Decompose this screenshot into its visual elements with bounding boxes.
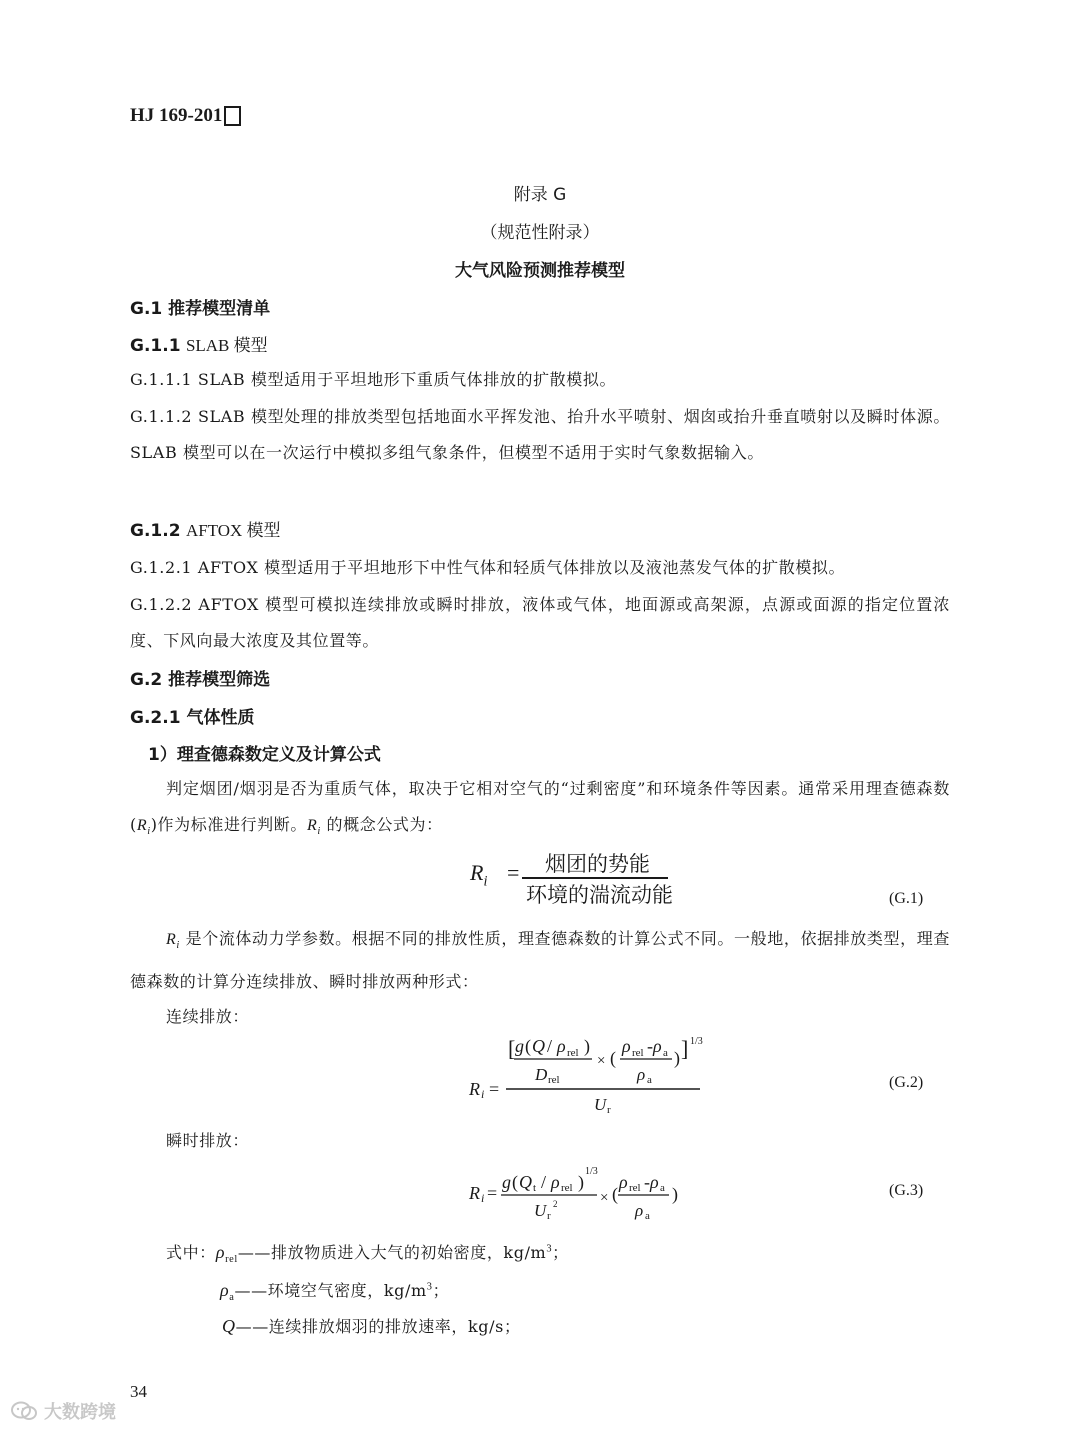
g1-equals: = [506,860,520,885]
def2-rho: ρ [220,1280,230,1300]
g3-paren2-close: ) [672,1184,678,1204]
g11-name: SLAB 模型 [185,336,268,355]
g3-slash: / [541,1172,547,1192]
standard-code-text: HJ 169-201 [130,105,223,126]
g3-U: U [534,1201,547,1220]
g2-D-rel: rel [548,1074,560,1086]
g2-times: × [597,1053,606,1069]
g2-exponent: 1/3 [690,1036,703,1047]
g3-U-sub: r [547,1210,551,1222]
g2-minus: - [647,1036,653,1056]
def1-text: ——排放物质进入大气的初始密度，kg/m [237,1243,547,1262]
g2-paren2-open: ( [610,1048,616,1068]
paragraph-g121: G.1.2.1 AFTOX 模型适用于平坦地形下中性气体和轻质气体排放以及液池蒸发气体的扩散模拟。 [130,558,846,577]
g2-rho3-a: a [663,1047,668,1059]
g3-paren-open: ( [512,1172,518,1192]
g2-equals: = [489,1079,500,1099]
section-g2-heading: G.2 推荐模型筛选 [130,670,271,690]
g2-rel: rel [567,1047,579,1059]
g3-g: g [502,1172,511,1192]
g2-U: U [594,1095,607,1114]
g2-slash: / [547,1036,553,1056]
g3-U-sq: 2 [553,1199,558,1209]
equation-number-g2: (G.2) [889,1074,924,1091]
g2-U-sub: r [607,1104,611,1114]
section-g1-heading: G.1 推荐模型清单 [130,299,271,319]
g3-Q-sub: t [533,1182,537,1194]
paragraph-g122: G.1.2.2 AFTOX 模型可模拟连续排放或瞬时排放，液体或气体，地面源或高架源，点源或面源的指定位置浓度、下风向最大浓度及其位置等。 [130,595,950,650]
instant-label: 瞬时排放： [166,1131,250,1150]
g1-numerator: 烟团的势能 [545,852,650,876]
g3-paren2-open: ( [612,1184,618,1204]
g3-rho4: ρ [635,1201,644,1220]
p1-part-a: 判定烟团/烟羽是否为重质气体，取决于它相对空气的“过剩密度”和环境条件等因素。通常采用理查德森数( [130,779,950,834]
g2-paren-close: ) [584,1036,590,1056]
g11-number: G.1.1 [130,336,181,356]
ri-subscript-3: i [176,940,180,952]
g3-exponent: 1/3 [585,1166,598,1177]
ri-subscript-2: i [317,826,321,838]
definition-rho-a [220,1278,449,1303]
g3-equals: = [487,1183,498,1203]
paragraph-richardson-intro [130,771,950,850]
g12-number: G.1.2 [130,521,181,541]
paragraph-g112: G.1.1.2 SLAB 模型处理的排放类型包括地面水平挥发池、抬升水平喷射、烟囱或抬升垂直喷射以及瞬时体源。SLAB 模型可以在一次运行中模拟多组气象条件，但模型不适用于实时气象数据输入。 [130,407,950,462]
g2-paren-open: ( [525,1036,531,1056]
appendix-type: （规范性附录） [480,223,600,243]
continuous-label: 连续排放： [166,1007,250,1026]
def1-semicolon: ； [552,1243,569,1262]
watermark [10,1398,116,1424]
equation-number-g3: (G.3) [889,1182,924,1199]
g3-rho3: ρ [650,1172,659,1192]
g3-rho4-a: a [645,1210,650,1222]
g2-R: R [469,1079,480,1099]
paragraph-ri-description [130,921,950,1000]
def1-rho: ρ [215,1242,226,1262]
definition-Q [222,1314,521,1337]
def1-cube: 3 [546,1243,553,1255]
g3-rho2: ρ [619,1172,628,1192]
def2-semicolon: ； [432,1281,450,1300]
formula-g3 [465,1158,695,1224]
g3-rho: ρ [551,1172,560,1192]
def2-a: a [229,1292,235,1304]
g2-R-sub: i [481,1087,485,1101]
g3-times: × [600,1190,609,1206]
chat-bubble-icon [10,1400,38,1422]
appendix-label: 附录 G [513,185,567,205]
ri-symbol-2: R [306,817,318,834]
p1-part-b: )作为标准进行判断。 [150,815,307,834]
g3-minus: - [644,1172,650,1192]
g2-bracket-left: [ [508,1036,516,1061]
ri-subscript: i [147,826,151,838]
g2-bracket-right: ] [681,1036,689,1061]
g3-R: R [469,1183,480,1203]
p1-part-c: 的概念公式为： [320,815,443,834]
watermark-text: 大数跨境 [44,1402,116,1423]
g3-rho3-a: a [660,1182,665,1194]
g1-denominator: 环境的湍流动能 [526,883,673,907]
redacted-digit-box [224,106,241,126]
g2-Q: Q [532,1036,545,1056]
def3-Q: Q [222,1316,236,1336]
item-1-heading: 1）理查德森数定义及计算公式 [148,745,381,765]
def2-cube: 3 [426,1281,433,1293]
section-g11-heading [130,331,268,356]
ri-symbol: R [136,817,148,834]
g1-lhs [470,860,519,890]
g2-rho4: ρ [637,1065,646,1084]
g3-rel: rel [561,1182,573,1194]
appendix-title: 大气风险预测推荐模型 [455,261,625,281]
g2-D: D [535,1065,548,1084]
g1-r: R [470,860,484,885]
g2-g: g [515,1036,524,1056]
g2-paren2-close: ) [674,1048,680,1068]
page-number: 34 [130,1382,147,1401]
p2-text: 是个流体动力学参数。根据不同的排放性质，理查德森数的计算公式不同。一般地，依据排放类型，理查德森数的计算分连续排放、瞬时排放两种形式： [130,929,950,992]
g3-Q: Q [519,1172,532,1192]
standard-code [130,105,241,127]
where-label: 式中： [166,1243,216,1262]
g3-rho2-rel: rel [629,1182,641,1194]
g12-name: AFTOX 模型 [185,521,281,540]
section-g12-heading [130,516,281,541]
def1-rel: rel [225,1254,238,1266]
formula-g2 [460,1032,720,1114]
g2-rho2-rel: rel [632,1047,644,1059]
g2-rho2: ρ [622,1036,631,1056]
g3-R-sub: i [481,1191,485,1205]
def2-text: ——环境空气密度，kg/m [234,1281,427,1300]
g2-rho4-a: a [647,1074,652,1086]
section-g21-heading: G.2.1 气体性质 [130,708,255,728]
paragraph-g111: G.1.1.1 SLAB 模型适用于平坦地形下重质气体排放的扩散模拟。 [130,370,617,389]
definition-rho-rel [166,1240,569,1265]
equation-number-g1: (G.1) [889,890,924,907]
g1-r-sub: i [483,873,488,890]
g3-paren-close: ) [578,1172,584,1192]
def3-text: ——连续排放烟羽的排放速率，kg/s； [235,1317,521,1336]
g2-rho: ρ [557,1036,566,1056]
g2-rho3: ρ [653,1036,662,1056]
ri-symbol-3: R [166,931,177,948]
